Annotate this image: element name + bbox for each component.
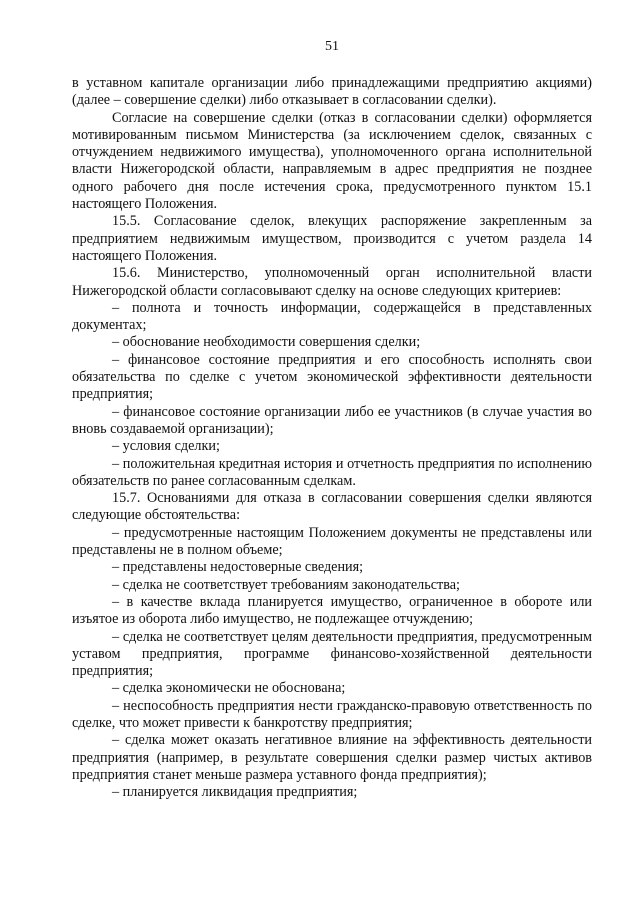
refusal-item-negative-impact: – сделка может оказать негативное влияние на эффективность деятельности предприятия (например, в результате совершения сделки размер чистых активов предприятия станет меньше размера уставного фонда предприятия); <box>72 732 592 783</box>
refusal-item-not-justified: – сделка экономически не обоснована; <box>112 680 346 697</box>
paragraph-consent-letter: Согласие на совершение сделки (отказ в согласовании сделки) оформляется мотивированным письмом Министерства (за исключением сделок, связанных с отчуждением недвижимого имущества), уполномоченного органа исполнительной власти Нижегородской области, направляемым в адрес предприятия не позднее одного рабочего дня после истечения срока, предусмотренного пунктом 15.1 настоящего Положения. <box>72 109 592 213</box>
refusal-item-liquidation: – планируется ликвидация предприятия; <box>112 784 358 801</box>
criteria-item-completeness: – полнота и точность информации, содержащейся в представленных документах; <box>72 299 592 334</box>
refusal-item-liability: – неспособность предприятия нести гражданско-правовую ответственность по сделке, что может привести к банкротству предприятия; <box>72 697 592 731</box>
criteria-item-justification: – обоснование необходимости совершения сделки; <box>112 334 421 351</box>
paragraph-15-6: 15.6. Министерство, уполномоченный орган исполнительной власти Нижегородской области согласовывают сделку на основе следующих критериев: <box>72 265 592 299</box>
paragraph-15-5: 15.5. Согласование сделок, влекущих распоряжение закрепленным за предприятием недвижимым имуществом, производится с учетом раздела 14 настоящего Положения. <box>72 213 592 264</box>
criteria-item-organization-finance: – финансовое состояние организации либо ее участников (в случае участия во вновь создаваемой организации); <box>72 403 592 437</box>
paragraph-15-7: 15.7. Основаниями для отказа в согласовании совершения сделки являются следующие обстоятельства: <box>72 490 592 524</box>
criteria-item-enterprise-finance: – финансовое состояние предприятия и его способность исполнять свои обязательства по сделке с учетом экономической эффективности деятельности предприятия; <box>72 351 592 403</box>
refusal-item-false-info: – представлены недостоверные сведения; <box>112 559 364 576</box>
page-number: 51 <box>325 39 339 54</box>
refusal-item-legislation: – сделка не соответствует требованиям законодательства; <box>112 576 460 593</box>
criteria-item-credit-history: – положительная кредитная история и отчетность предприятия по исполнению обязательств по ранее согласованным сделкам. <box>72 455 592 489</box>
criteria-item-conditions: – условия сделки; <box>112 438 220 455</box>
refusal-item-restricted-property: – в качестве вклада планируется имущество, ограниченное в обороте или изъятое из оборота либо имущество, не подлежащее отчуждению; <box>72 593 592 628</box>
document-page <box>72 0 592 905</box>
refusal-item-goals: – сделка не соответствует целям деятельности предприятия, предусмотренным уставом предприятия, программе финансово-хозяйственной деятельности предприятия; <box>72 628 592 680</box>
paragraph-continuation: в уставном капитале организации либо принадлежащими предприятию акциями) (далее – совершение сделки) либо отказывает в согласовании сделки). <box>72 75 592 109</box>
refusal-item-documents: – предусмотренные настоящим Положением документы не представлены или представлены не в полном объеме; <box>72 524 592 559</box>
